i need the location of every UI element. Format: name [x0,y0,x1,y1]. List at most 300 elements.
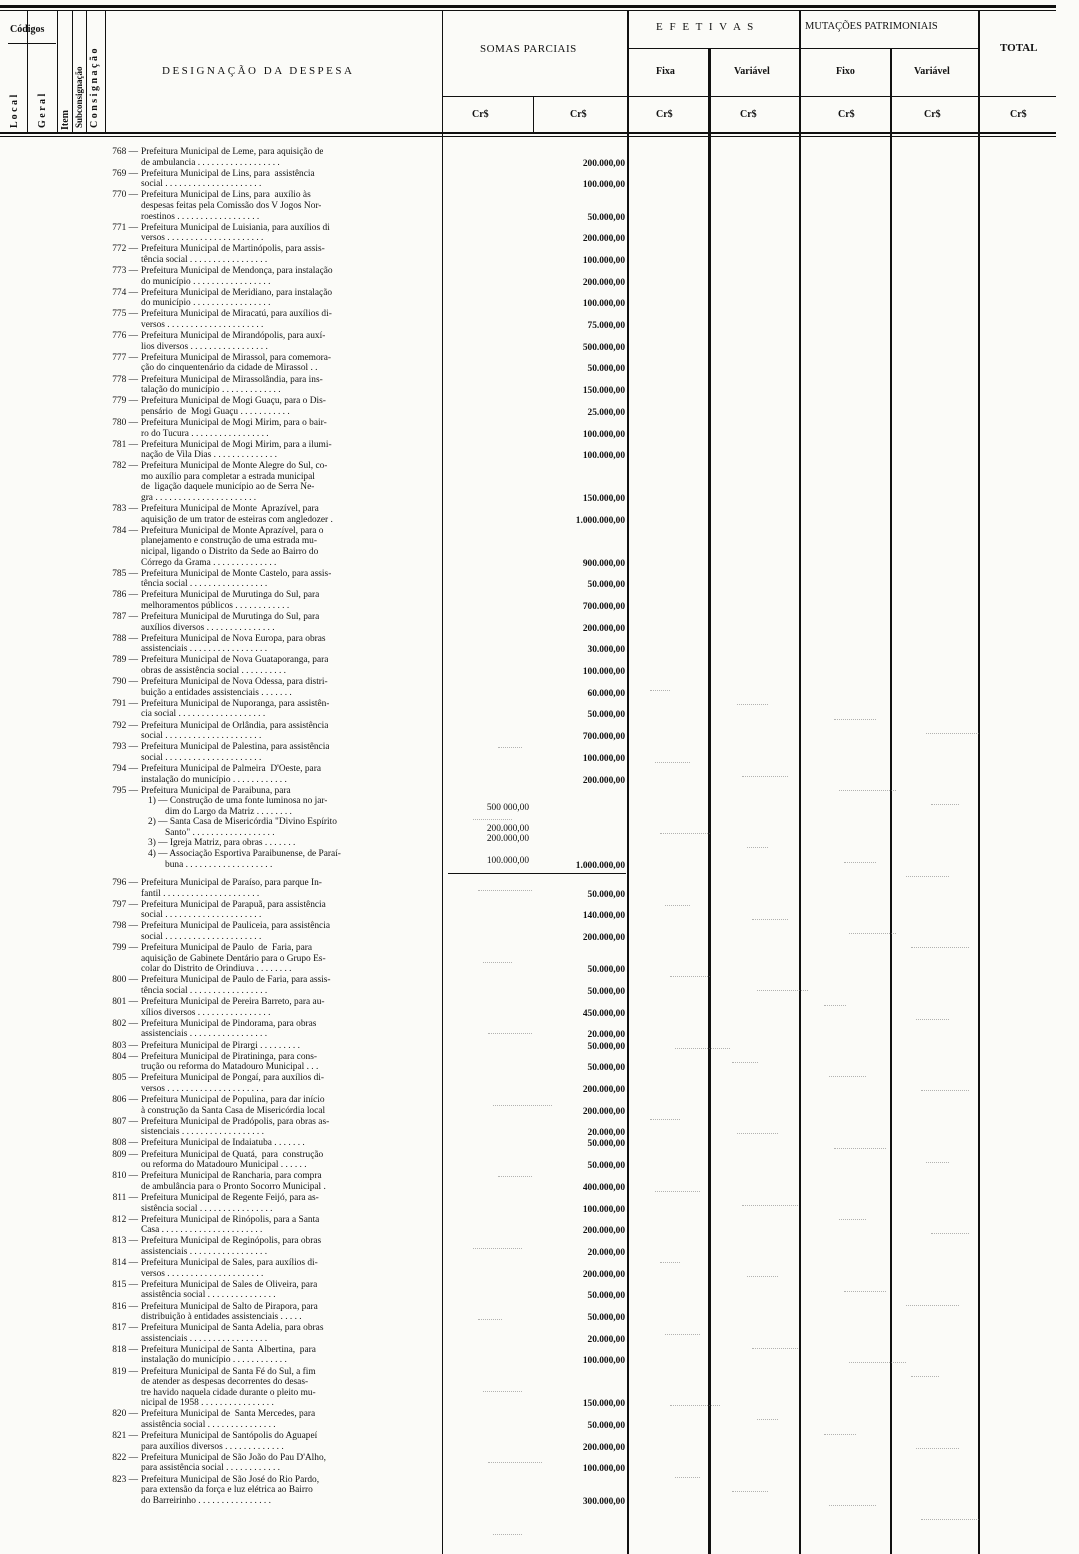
row-description-line: tência social . . . . . . . . . . . . . . . . . [141,254,268,265]
row-amount: 200.000,00 [582,234,625,245]
scan-artifact [844,862,876,863]
currency-variavel: Cr$ [740,109,757,120]
row-number: 778 — [112,374,138,385]
scan-artifact [478,890,532,891]
row-amount: 50.000,00 [587,965,625,976]
row-description-line: Prefeitura Municipal de Monte Aprazível, para o [141,525,324,536]
row-amount: 150.000,00 [582,1399,625,1410]
header-subconsignacao: Subconsignação [74,66,84,128]
row-description-line: versos . . . . . . . . . . . . . . . . . . . . . [141,1268,264,1279]
currency-somas-2: Cr$ [570,109,587,120]
row-number: 796 — [112,878,138,889]
row-description-line: aquisição de um trator de esteiras com angledozer . [141,514,333,525]
scan-artifact [824,1434,856,1435]
row-number: 817 — [112,1323,138,1334]
row-number: 805 — [112,1073,138,1084]
row-number: 811 — [112,1193,138,1203]
row-description-line: despesas feitas pela Comissão dos V Jogos Nor- [141,200,322,211]
scan-artifact [757,1419,778,1420]
row-amount: 200.000,00 [582,1269,625,1280]
row-description-line: melhoramentos públicos . . . . . . . . . . . . [141,600,290,611]
row-amount: 200.000,00 [582,158,625,169]
row-description-line: ção do cinquentenário da cidade de Mirassol . . [141,363,318,374]
scan-artifact [839,1219,866,1220]
scan-artifact [921,1519,979,1520]
row-amount: 100.000,00 [582,429,625,440]
scan-artifact [670,976,710,977]
row-description-line: do município . . . . . . . . . . . . . . . . . [141,276,271,287]
row-description-line: sistenciais . . . . . . . . . . . . . . . . . . [141,1127,264,1138]
row-amount: 50.000,00 [587,1063,625,1074]
sub-item-label: 3) — Igreja Matriz, para obras . . . . . . . [148,838,296,849]
row-amount: 1.000.000,00 [575,860,625,871]
row-description-line: nicipal de 1958 . . . . . . . . . . . . . . . . [141,1398,274,1409]
scan-artifact [849,1362,906,1363]
scan-artifact [829,1076,866,1077]
scan-artifact [921,1090,969,1091]
row-description-line: Prefeitura Municipal de Pindorama, para obras [141,1018,317,1029]
row-amount: 50.000,00 [587,986,625,997]
scan-artifact [473,1248,522,1249]
row-number: 791 — [112,698,138,709]
header-mutacoes: MUTAÇÕES PATRIMONIAIS [805,21,938,32]
header-fixa: Fixa [656,66,675,77]
row-description-line: Prefeitura Municipal de Pereira Barreto, para au- [141,997,325,1008]
row-description-line: instalação do município . . . . . . . . . . . . [141,774,287,785]
scan-artifact [742,776,788,777]
row-description-line: Prefeitura Municipal de Paulo de Faria, para [141,943,313,954]
row-description-line: Prefeitura Municipal de Mirassolândia, para ins- [141,374,323,385]
row-description-line: Prefeitura Municipal de Paulo de Faria, para assis- [141,975,331,986]
subtotal-rule [448,873,626,874]
scan-artifact [834,1148,886,1149]
scan-artifact [737,1133,778,1134]
scan-artifact [660,833,710,834]
row-amount: 100.000,00 [582,255,625,266]
row-number: 803 — [112,1040,138,1051]
scan-artifact [473,819,512,820]
row-number: 814 — [112,1258,138,1269]
row-description-line: distribuição à entidades assistenciais . . . . . [141,1312,302,1323]
row-number: 777 — [112,352,138,363]
scan-artifact [747,1276,778,1277]
row-description-line: tência social . . . . . . . . . . . . . . . . . [141,985,268,996]
row-amount: 100.000,00 [582,451,625,462]
row-description-line: Prefeitura Municipal de Paraíso, para parque In- [141,878,322,889]
row-amount: 500.000,00 [582,342,625,353]
row-number: 800 — [112,975,138,986]
row-description-line: Prefeitura Municipal de Nuporanga, para assistên- [141,698,330,709]
row-amount: 1.000.000,00 [575,515,625,526]
row-description-line: Prefeitura Municipal de Santa Fé do Sul, a fim [141,1366,316,1377]
row-description-line: Prefeitura Municipal de Pirargi . . . . . . . . . [141,1040,300,1051]
header-designacao: DESIGNAÇÃO DA DESPESA [162,65,355,77]
row-amount: 50.000,00 [587,1291,625,1302]
row-description-line: Prefeitura Municipal de Murutinga do Sul, para [141,590,320,601]
row-description-line: social . . . . . . . . . . . . . . . . . . . . . [141,179,262,190]
row-number: 789 — [112,655,138,666]
scan-artifact [926,1162,949,1163]
row-amount: 400.000,00 [582,1182,625,1193]
row-description-line: aquisição de Gabinete Dentário para o Grupo Es- [141,953,326,964]
row-number: 806 — [112,1095,138,1106]
row-number: 783 — [112,504,138,515]
scan-artifact [498,1176,532,1177]
scan-artifact [675,1477,700,1478]
scan-artifact [747,847,768,848]
scan-artifact [824,1005,846,1006]
row-description-line: Prefeitura Municipal de São João do Pau D'Alho, [141,1452,326,1463]
row-description-line: para extensão da força e luz elétrica ao Bairro [141,1485,313,1496]
row-amount: 100.000,00 [582,1356,625,1367]
row-amount: 50.000,00 [587,580,625,591]
sub-item-label: 1) — Construção de uma fonte luminosa no jar- [148,796,328,807]
row-amount: 200.000,00 [582,1106,625,1117]
scan-artifact [829,1505,876,1506]
row-number: 821 — [112,1431,138,1442]
row-number: 808 — [112,1138,138,1149]
row-description-line: assistenciais . . . . . . . . . . . . . . . . . [141,1333,268,1344]
row-description-line: Córrego da Grama . . . . . . . . . . . . . . [141,557,277,568]
row-number: 773 — [112,266,138,277]
row-number: 804 — [112,1051,138,1062]
scan-artifact [911,947,969,948]
row-description-line: social . . . . . . . . . . . . . . . . . . . . . [141,932,262,942]
row-description-line: social . . . . . . . . . . . . . . . . . . . . . [141,752,262,763]
row-description-line: Prefeitura Municipal de Miracatú, para auxílios di- [141,309,332,320]
row-number: 785 — [112,568,138,579]
row-number: 820 — [112,1409,138,1420]
row-description-line: de ambulância para o Pronto Socorro Municipal . [141,1181,326,1192]
row-number: 769 — [112,168,138,179]
row-description-line: Prefeitura Municipal de Pauliceia, para assistência [141,921,330,932]
row-description-line: gra . . . . . . . . . . . . . . . . . . . . . . [141,493,257,503]
row-description-line: assistenciais . . . . . . . . . . . . . . . . . [141,1246,268,1257]
row-number: 768 — [112,147,138,157]
row-amount: 700.000,00 [582,601,625,612]
row-description-line: à construção da Santa Casa de Misericórdia local [141,1105,326,1116]
row-description-line: Prefeitura Municipal de Santópolis do Aguapeí [141,1431,318,1442]
row-amount: 50.000,00 [587,364,625,375]
scan-artifact [478,1319,502,1320]
row-description-line: Prefeitura Municipal de Luisiania, para auxílios di [141,222,330,233]
row-description-line: mo auxílio para completar a estrada municipal [141,471,315,482]
header-codigos: Códigos [10,24,45,35]
row-number: 799 — [112,943,138,954]
row-description-line: social . . . . . . . . . . . . . . . . . . . . . [141,731,262,742]
row-number: 809 — [112,1149,138,1160]
row-number: 807 — [112,1116,138,1127]
row-amount: 20.000,00 [587,1334,625,1345]
row-amount: 100.000,00 [582,1464,625,1475]
row-description-line: buição a entidades assistenciais . . . . . . . [141,687,292,698]
currency-variavel-2: Cr$ [924,109,941,120]
row-number: 787 — [112,612,138,623]
row-amount: 60.000,00 [587,688,625,699]
row-description-line: Prefeitura Municipal de Meridiano, para instalação [141,287,333,298]
sub-item-partial: 100.000,00 [486,855,529,866]
row-amount: 100.000,00 [582,753,625,764]
row-description-line: Prefeitura Municipal de Sales, para auxílios di- [141,1258,318,1269]
row-amount: 300.000,00 [582,1496,625,1507]
scan-artifact [916,1019,949,1020]
row-number: 776 — [112,331,138,342]
scan-artifact [926,733,979,734]
row-description-line: Prefeitura Municipal de Mogi Mirim, para a ilumi- [141,439,332,450]
scan-artifact [660,1262,680,1263]
row-description-line: instalação do município . . . . . . . . . . . . [141,1355,287,1366]
scan-artifact [732,1062,758,1063]
scan-artifact [655,762,690,763]
row-description-line: Prefeitura Municipal de Rancharia, para compra [141,1171,322,1182]
row-number: 774 — [112,287,138,298]
row-description-line: obras de assistência social . . . . . . . . . . [141,666,287,676]
currency-somas-1: Cr$ [472,109,489,120]
row-description-line: Prefeitura Municipal de Nova Europa, para obras [141,633,326,644]
row-description-line: Prefeitura Municipal de Santa Albertina, para [141,1344,316,1355]
row-number: 793 — [112,742,138,753]
row-number: 770 — [112,190,138,201]
row-description-line: do município . . . . . . . . . . . . . . . . . [141,298,271,309]
row-description-line: planejamento e construção de uma estrada mu- [141,536,317,547]
row-description-line: trução ou reforma do Matadouro Municipal . . . [141,1062,319,1073]
row-description-line: Casa . . . . . . . . . . . . . . . . . . . . . . [141,1225,263,1236]
header-consignacao: C o n s i g n a ç ã o [89,48,100,128]
row-description-line: de ligação daquele município ao de Serra Ne- [141,482,315,493]
row-description-line: do Barreirinho . . . . . . . . . . . . . . . . [141,1495,271,1506]
row-number: 797 — [112,899,138,910]
scan-artifact [834,719,876,720]
scan-artifact [483,1391,522,1392]
row-amount: 50.000,00 [587,1313,625,1324]
row-description-line: ro do Tucura . . . . . . . . . . . . . . . . . [141,428,269,439]
row-description-line: Prefeitura Municipal de Parapuã, para assistência [141,899,326,910]
row-number: 784 — [112,525,138,536]
row-description-line: Prefeitura Municipal de Monte Castelo, para assis- [141,568,332,579]
header-total: TOTAL [1000,42,1038,54]
row-description-line: Prefeitura Municipal de Salto de Pirapora, para [141,1301,318,1312]
scan-artifact [911,1376,939,1377]
scan-artifact [650,690,670,691]
scan-artifact [906,1305,959,1306]
scan-artifact [916,1448,959,1449]
row-description-line: Prefeitura Municipal de Populina, para dar início [141,1095,325,1106]
row-number: 788 — [112,633,138,644]
row-amount: 150.000,00 [582,494,625,504]
row-description-line: xílios diversos . . . . . . . . . . . . . . . . [141,1007,271,1018]
row-amount: 50.000,00 [587,1041,625,1052]
row-number: 798 — [112,921,138,932]
row-description-line: Prefeitura Municipal de Palestina, para assistência [141,742,330,753]
row-amount: 50.000,00 [587,710,625,721]
scan-artifact [931,1233,969,1234]
row-description-line: de ambulancia . . . . . . . . . . . . . . . . . . [141,157,280,168]
row-number: 819 — [112,1366,138,1377]
row-description-line: Prefeitura Municipal de Murutinga do Sul, para [141,612,320,623]
row-number: 794 — [112,763,138,774]
row-description-line: cia social . . . . . . . . . . . . . . . . . . . [141,709,266,720]
row-number: 810 — [112,1171,138,1182]
row-description-line: ou reforma do Matadouro Municipal . . . . . . [141,1160,307,1171]
row-amount: 30.000,00 [587,645,625,656]
row-number: 780 — [112,417,138,428]
scan-artifact [742,1205,798,1206]
row-description-line: Prefeitura Municipal de Mirassol, para comemora- [141,352,332,363]
row-description-line: auxílios diversos . . . . . . . . . . . . . . . [141,622,275,633]
row-description-line: pensário de Mogi Guaçu . . . . . . . . . . . [141,406,290,417]
row-number: 772 — [112,244,138,255]
scan-artifact [650,1119,680,1120]
header-somas-parciais: SOMAS PARCIAIS [480,43,577,55]
row-number: 801 — [112,997,138,1008]
row-amount: 700.000,00 [582,732,625,743]
row-amount: 450.000,00 [582,1008,625,1019]
row-description-line: Prefeitura Municipal de Paraibuna, para [141,785,291,796]
row-description-line: versos . . . . . . . . . . . . . . . . . . . . . [141,320,264,330]
header-variavel: Variável [734,66,770,77]
row-description-line: Prefeitura Municipal de Santa Adelia, para obras [141,1323,324,1334]
row-amount: 100.000,00 [582,667,625,677]
row-description-line: Prefeitura Municipal de São José do Rio Pardo, [141,1474,320,1485]
scan-artifact [931,804,959,805]
scan-artifact [498,747,522,748]
row-amount: 50.000,00 [587,1161,625,1172]
sub-item-label-cont: Santo" . . . . . . . . . . . . . . . . . . [165,827,275,838]
row-amount: 200.000,00 [582,775,625,786]
row-number: 779 — [112,396,138,407]
row-description-line: assistenciais . . . . . . . . . . . . . . . . . [141,1029,268,1040]
row-number: 812 — [112,1214,138,1225]
row-description-line: Prefeitura Municipal de Indaiatuba . . . . . . . [141,1138,305,1149]
header-geral: G e r a l [37,93,48,128]
row-number: 790 — [112,677,138,688]
row-number: 802 — [112,1018,138,1029]
scan-artifact [737,704,768,705]
header-local: L o c a l [9,94,20,128]
header-fixo: Fixo [836,66,855,77]
header-efetivas: E F E T I V A S [656,21,756,33]
row-amount: 50.000,00 [587,1139,625,1150]
row-description-line: Prefeitura Municipal de Reginópolis, para obras [141,1236,322,1247]
row-number: 781 — [112,439,138,450]
row-description-line: Prefeitura Municipal de Monte Aprazível, para [141,504,319,515]
row-description-line: nicipal, ligando o Distrito da Sede ao Bairro do [141,546,319,557]
row-amount: 140.000,00 [582,911,625,922]
row-description-line: Prefeitura Municipal de Mogi Guaçu, para o Dis- [141,396,326,407]
row-amount: 100.000,00 [582,299,625,310]
row-number: 815 — [112,1279,138,1290]
row-amount: 25.000,00 [587,407,625,418]
row-description-line: Prefeitura Municipal de Rinópolis, para a Santa [141,1214,320,1225]
row-description-line: lios diversos . . . . . . . . . . . . . . . . . [141,341,268,352]
row-description-line: tre havido naquela cidade durante o pleito mu- [141,1387,316,1398]
currency-fixa: Cr$ [656,109,673,120]
row-amount: 100.000,00 [582,180,625,191]
row-description-line: fantil . . . . . . . . . . . . . . . . . . . . . [141,888,260,899]
row-number: 818 — [112,1344,138,1355]
scan-artifact [752,919,788,920]
row-description-line: Prefeitura Municipal de Monte Alegre do Sul, co- [141,461,328,472]
row-amount: 200.000,00 [582,933,625,943]
row-description-line: Prefeitura Municipal de Sales de Oliveira, para [141,1279,318,1290]
row-amount: 50.000,00 [587,889,625,900]
scan-artifact [849,933,896,934]
scan-artifact [839,790,896,791]
row-amount: 20.000,00 [587,1247,625,1258]
row-description-line: Prefeitura Municipal de Lins, para assistência [141,168,315,179]
scan-artifact [752,1348,798,1349]
row-amount: 50.000,00 [587,212,625,223]
sub-item-partial: 200.000,00 [486,823,529,834]
row-description-line: Prefeitura Municipal de Mogi Mirim, para o bair- [141,417,327,428]
sub-item-label-cont: dim do Largo da Matriz . . . . . . . . [165,806,292,817]
row-amount: 200.000,00 [582,1084,625,1095]
scan-artifact [655,1191,700,1192]
scan-artifact [665,905,690,906]
scan-artifact [844,1291,886,1292]
sub-item-label: 2) — Santa Casa de Misericórdia "Divino Espírito [148,817,337,828]
row-number: 822 — [112,1452,138,1463]
row-description-line: assistenciais . . . . . . . . . . . . . . . . . [141,644,268,655]
sub-item-label-cont: buna . . . . . . . . . . . . . . . . . . . [165,859,273,870]
sub-item-partial: 500 000,00 [486,802,529,813]
row-description-line: Prefeitura Municipal de Orlândia, para assistência [141,720,329,731]
row-number: 816 — [112,1301,138,1312]
row-amount: 20.000,00 [587,1128,625,1139]
row-description-line: Prefeitura Municipal de Palmeira D'Oeste, para [141,763,322,774]
row-number: 786 — [112,590,138,601]
row-number: 775 — [112,309,138,320]
row-description-line: Prefeitura Municipal de Santa Mercedes, para [141,1409,316,1420]
scan-artifact [670,1405,720,1406]
row-amount: 150.000,00 [582,386,625,397]
row-description-line: Prefeitura Municipal de Pradópolis, para obras as- [141,1116,330,1127]
row-description-line: Prefeitura Municipal de Pongaí, para auxílios di- [141,1073,325,1084]
row-amount: 200.000,00 [582,1226,625,1237]
scan-artifact [675,1048,730,1049]
row-amount: 200.000,00 [582,623,625,634]
row-description-line: versos . . . . . . . . . . . . . . . . . . . . . [141,1083,264,1094]
row-description-line: Prefeitura Municipal de Quatá, para construção [141,1149,324,1160]
header-item: Item [60,110,71,130]
scan-artifact [665,1334,700,1335]
row-description-line: para auxílios diversos . . . . . . . . . . . . . [141,1441,284,1452]
row-description-line: sistência social . . . . . . . . . . . . . . . . [141,1203,273,1214]
row-description-line: Prefeitura Municipal de Mirandópolis, para auxí- [141,331,326,342]
row-description-line: Prefeitura Municipal de Lins, para auxílio às [141,190,311,201]
row-description-line: assistência social . . . . . . . . . . . . . . . [141,1290,276,1301]
row-description-line: Prefeitura Municipal de Martinópolis, para assis- [141,244,325,255]
row-number: 782 — [112,461,138,472]
row-description-line: colar do Distrito de Orindiuva . . . . . . . . [141,964,292,975]
scan-artifact [493,1105,552,1106]
row-description-line: versos . . . . . . . . . . . . . . . . . . . . . [141,233,264,244]
row-description-line: Prefeitura Municipal de Piratininga, para cons- [141,1051,317,1062]
scan-artifact [488,1033,532,1034]
row-amount: 200.000,00 [582,277,625,288]
row-description-line: para assistência social . . . . . . . . . . . . [141,1463,281,1474]
row-amount: 50.000,00 [587,1420,625,1431]
row-number: 771 — [112,222,138,233]
row-amount: 75.000,00 [587,321,625,331]
row-number: 792 — [112,720,138,731]
row-amount: 100.000,00 [582,1204,625,1215]
currency-total: Cr$ [1010,109,1027,120]
row-amount: 200.000,00 [582,1442,625,1453]
currency-fixo: Cr$ [838,109,855,120]
row-amount: 20.000,00 [587,1030,625,1041]
scan-artifact [483,962,512,963]
